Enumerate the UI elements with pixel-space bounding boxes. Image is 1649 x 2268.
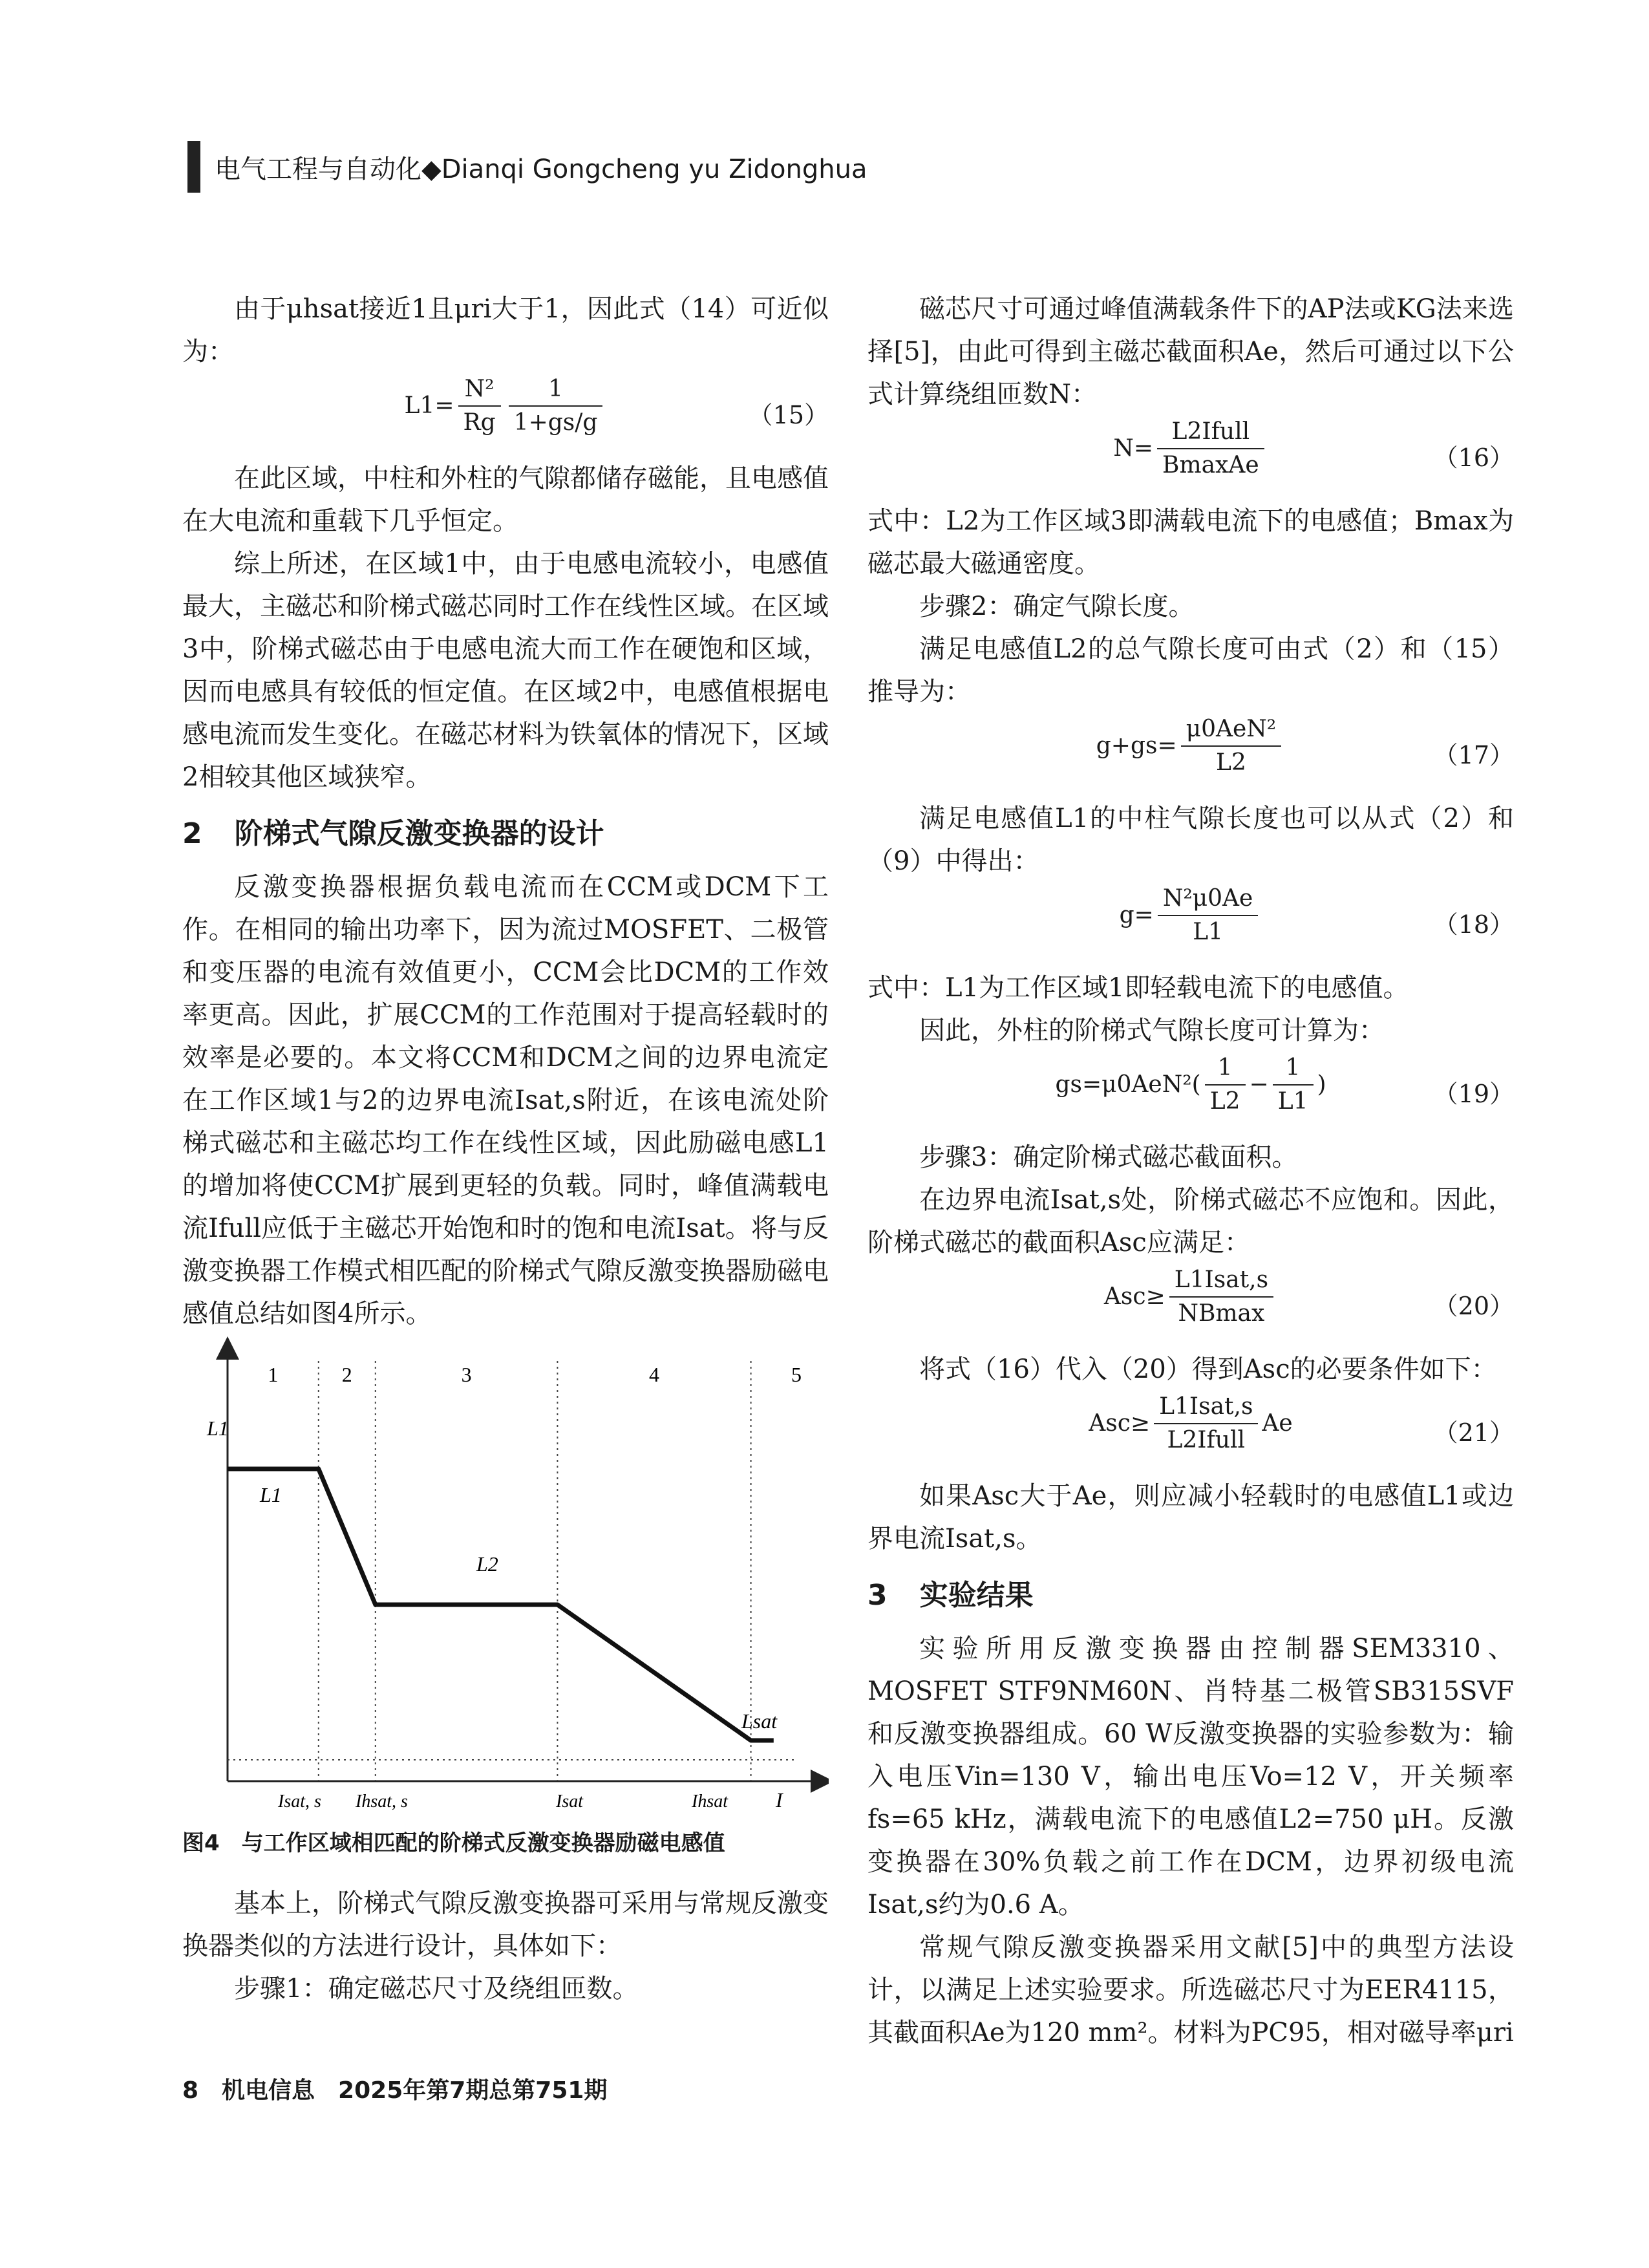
paragraph: 由于μhsat接近1且μri大于1，因此式（14）可近似为： [182,294,829,367]
equation-number: （19） [1433,1080,1514,1108]
eq-numerator: N² [458,373,501,407]
eq-denominator: L1 [1193,919,1223,945]
eq-lhs: N= [1113,435,1153,462]
curve-label-l1: L1 [260,1483,282,1506]
curve-label-lsat: Lsat [741,1709,778,1733]
paragraph: 反激变换器根据负载电流而在CCM或DCM下工作。在相同的输出功率下，因为流过MOSFET、二极管和变压器的电流有效值更小，CCM会比DCM的工作效率更高。因此，扩展CCM的工作范围对于提高轻载时的效率是必要的。本文将CCM和DCM之间的边界电流定在工作区域1与2的边界电流Isat,s附近，在该电流处阶梯式磁芯和主磁芯均工作在线性区域，因此励磁电感L1的增加将使CCM扩展到更轻的负载。同时，峰值满载电流Ifull应低于主磁芯开始饱和时的饱和电流Isat。将与反激变换器工作模式相匹配的阶梯式气隙反激变换器励磁电感值总结如图4所示。 [182,872,829,1329]
eq-lhs: Asc≥ [1103,1283,1165,1310]
eq-denominator: L2Ifull [1167,1427,1246,1453]
region-label: 3 [461,1363,472,1386]
equation-18 [867,883,1514,967]
paragraph: 在此区域，中柱和外柱的气隙都储存磁能，且电感值在大电流和重载下几乎恒定。 [182,464,829,536]
left-column [182,288,829,2010]
header-bar [187,141,200,193]
paragraph: 满足电感值L2的总气隙长度可由式（2）和（15）推导为： [867,634,1514,707]
region-label: 2 [341,1363,352,1386]
section-number: 3 [867,1579,888,1612]
eq-denominator: BmaxAe [1162,452,1259,478]
paragraph: 式中：L1为工作区域1即轻载电流下的电感值。 [867,973,1409,1003]
right-column [867,288,1514,2054]
equation-15 [182,373,829,457]
x-tick-label: Ihsat [692,1792,728,1812]
eq-numerator: L1Isat,s [1154,1391,1258,1424]
eq-denominator: NBmax [1178,1300,1265,1327]
paragraph: 步骤3：确定阶梯式磁芯截面积。 [919,1142,1298,1172]
x-axis-label: I [776,1788,783,1812]
region-label: 4 [649,1363,659,1386]
section-title: 阶梯式气隙反激变换器的设计 [234,817,604,850]
eq-lhs: gs=μ0AeN²( [1055,1071,1201,1098]
region-label: 1 [268,1363,279,1386]
section-title: 实验结果 [919,1579,1034,1612]
eq-numerator: 1 [1273,1052,1314,1086]
section-heading [867,1573,1514,1618]
header-title: 电气工程与自动化◆Dianqi Gongcheng yu Zidonghua [215,154,867,184]
eq-lhs: Asc≥ [1089,1410,1151,1437]
paragraph: 基本上，阶梯式气隙反激变换器可采用与常规反激变换器类似的方法进行设计，具体如下： [182,1888,829,1961]
equation-20 [867,1264,1514,1348]
paragraph: 如果Asc大于Ae，则应减小轻载时的电感值L1或边界电流Isat,s。 [867,1481,1514,1554]
equation-17 [867,713,1514,797]
paragraph: 常规气隙反激变换器采用文献[5]中的典型方法设计，以满足上述实验要求。所选磁芯尺寸为EER4115，其截面积Ae为120 mm²。材料为PC95，相对磁导率μri [867,1932,1514,2048]
figure-caption: 图4 与工作区域相匹配的阶梯式反激变换器励磁电感值 [182,1830,725,1856]
eq-lhs: g+gs= [1096,733,1177,759]
eq-numerator: N²μ0Ae [1158,883,1259,916]
page-footer: 8 机电信息 2025年第7期总第751期 [182,2077,608,2104]
curve-label-l2: L2 [476,1552,498,1576]
eq-denominator: L2 [1209,1088,1240,1115]
figure-4 [182,1335,829,1820]
eq-denominator: L2 [1216,749,1246,776]
eq-numerator: L1Isat,s [1169,1264,1273,1298]
region-label: 5 [791,1363,802,1386]
section-number: 2 [182,817,202,850]
paragraph: 实验所用反激变换器由控制器SEM3310、MOSFET STF9NM60N、肖特基二极管SB315SVF和反激变换器组成。60 W反激变换器的实验参数为：输入电压Vin=130 V，输出电压Vo=12 V，开关频率fs=65 kHz，满载电流下的电感值L2=750 μH。反激变换器在30%负载之前工作在DCM，边界初级电流Isat,s约为0.6 A。 [867,1634,1514,1920]
inductance-chart [182,1335,829,1820]
equation-number: （17） [1433,741,1514,769]
equation-21 [867,1391,1514,1475]
paragraph: 在边界电流Isat,s处，阶梯式磁芯不应饱和。因此，阶梯式磁芯的截面积Asc应满足： [867,1185,1514,1257]
eq-denominator: 1+gs/g [513,409,598,436]
paragraph: 式中：L2为工作区域3即满载电流下的电感值；Bmax为磁芯最大磁通密度。 [867,506,1514,579]
paragraph: 步骤1：确定磁芯尺寸及绕组匝数。 [234,1974,639,2004]
eq-rhs: ) [1317,1071,1326,1098]
eq-lhs: L1= [404,392,454,419]
paragraph: 满足电感值L1的中柱气隙长度也可以从式（2）和（9）中得出： [867,804,1514,876]
equation-number: （21） [1433,1418,1514,1447]
y-label-l1: L1 [207,1417,229,1440]
eq-numerator: 1 [509,373,603,407]
paragraph: 将式（16）代入（20）得到Asc的必要条件如下： [919,1354,1497,1384]
equation-number: （16） [1433,444,1514,472]
equation-number: （20） [1433,1292,1514,1320]
section-heading [182,811,829,857]
x-tick-label: Isat [556,1792,583,1812]
eq-rhs: Ae [1262,1410,1293,1437]
paragraph: 步骤2：确定气隙长度。 [919,592,1195,621]
eq-denominator: L1 [1277,1088,1308,1115]
inductance-curve [228,1469,774,1740]
paragraph: 综上所述，在区域1中，由于电感电流较小，电感值最大，主磁芯和阶梯式磁芯同时工作在线性区域。在区域3中，阶梯式磁芯由于电感电流大而工作在硬饱和区域，因而电感具有较低的恒定值。在区域2中，电感值根据电感电流而发生变化。在磁芯材料为铁氧体的情况下，区域2相较其他区域狭窄。 [182,549,829,792]
eq-denominator: Rg [463,409,496,436]
eq-numerator: L2Ifull [1157,416,1264,449]
eq-numerator: μ0AeN² [1181,713,1282,747]
equation-16 [867,416,1514,500]
equation-number: （15） [748,401,829,429]
running-header [187,141,867,193]
equation-number: （18） [1433,910,1514,939]
x-tick-label: Ihsat, s [356,1792,408,1812]
eq-operator: − [1249,1071,1269,1098]
paragraph: 因此，外柱的阶梯式气隙长度可计算为： [919,1016,1385,1045]
equation-19 [867,1052,1514,1136]
eq-numerator: 1 [1205,1052,1246,1086]
eq-lhs: g= [1119,902,1154,928]
paragraph: 磁芯尺寸可通过峰值满载条件下的AP法或KG法来选择[5]，由此可得到主磁芯截面积Ae，然后可通过以下公式计算绕组匝数N： [867,294,1514,409]
x-tick-label: Isat, s [278,1792,321,1812]
